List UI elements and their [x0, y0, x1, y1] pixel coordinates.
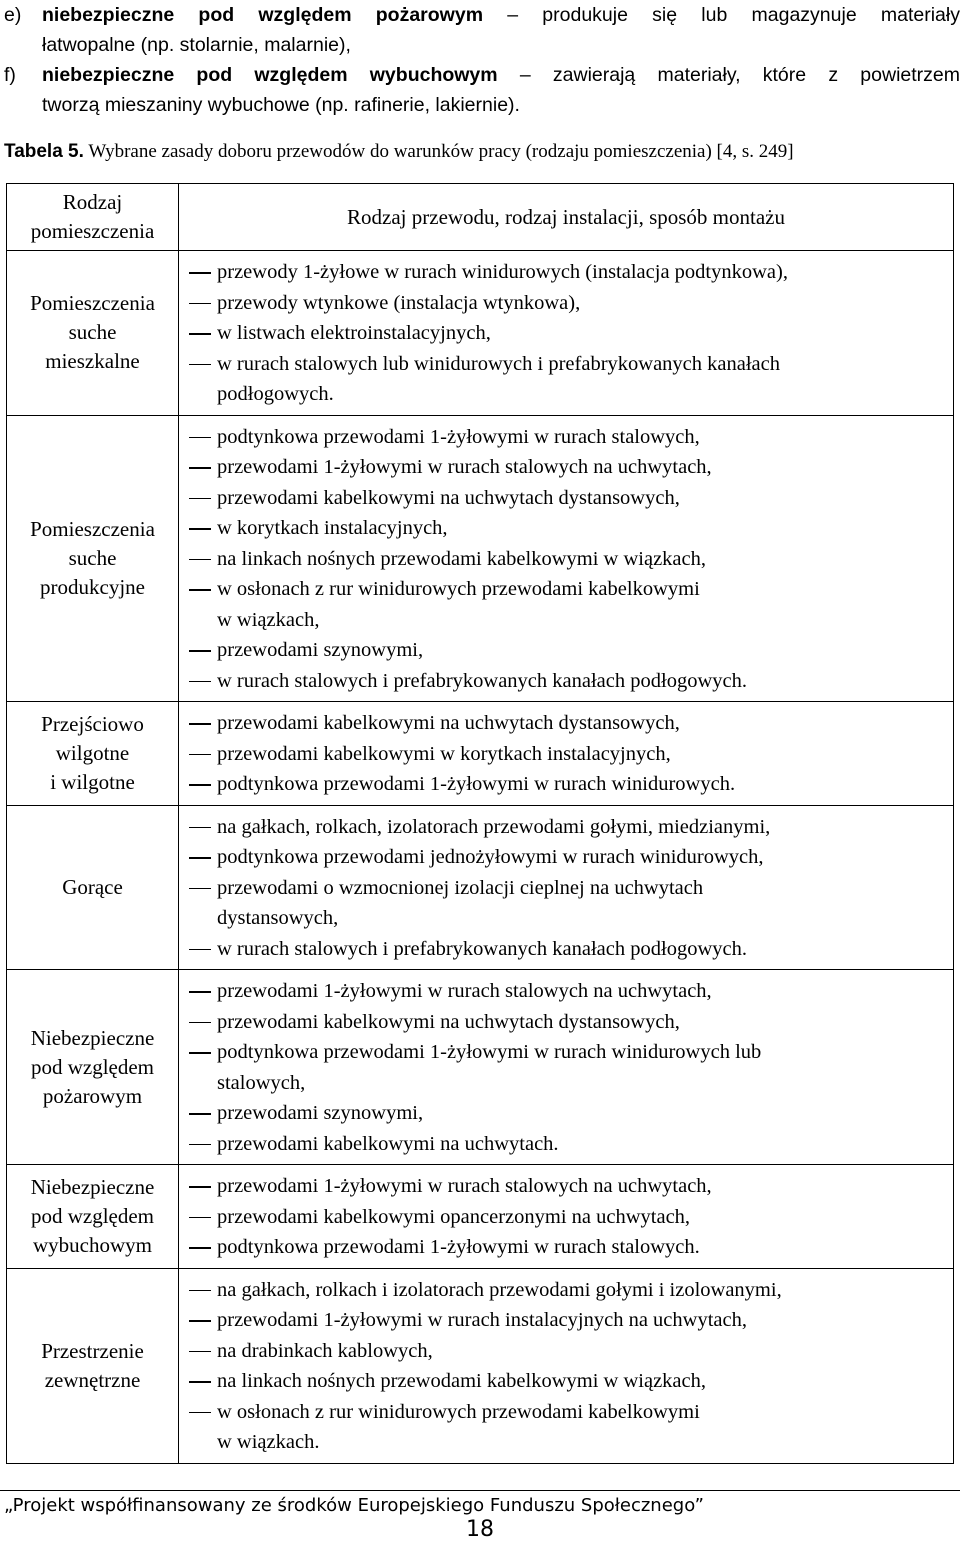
wire-selection-table: [6, 183, 954, 1464]
wire-methods-cell: [179, 1268, 954, 1463]
room-type-cell: [7, 702, 179, 806]
list-item: [179, 1202, 947, 1233]
list-item-line: podtynkowa przewodami 1-żyłowymi w rurach stalowych,: [217, 425, 700, 448]
list-item: [179, 708, 947, 739]
dash-bullet-icon: [189, 857, 211, 859]
list-item-term: niebezpieczne pod względem wybuchowym: [42, 64, 498, 86]
table-row: [7, 970, 954, 1165]
list-item-line: w wiązkach,: [217, 608, 320, 631]
list-item-term: niebezpieczne pod względem pożarowym: [42, 4, 484, 26]
room-type-line: Niebezpieczne: [30, 1025, 155, 1050]
dash-bullet-icon: [189, 723, 211, 725]
room-type-line: i wilgotne: [50, 769, 135, 794]
table-row: [7, 1165, 954, 1269]
table-header-row: [7, 184, 954, 251]
dash-bullet-icon: [189, 1320, 211, 1322]
list-item-line: przewodami kabelkowymi w korytkach instalacyjnych,: [217, 742, 671, 765]
dash-bullet-icon: [189, 827, 211, 829]
list-item: [179, 483, 947, 514]
table-caption-label: Tabela 5.: [4, 141, 84, 162]
list-item-line: w listwach elektroinstalacyjnych,: [217, 322, 491, 344]
list-item-line: stalowych,: [217, 1071, 306, 1094]
dash-bullet-icon: [189, 467, 211, 469]
list-item-line: dystansowych,: [217, 907, 339, 929]
list-item-line: przewodami 1-żyłowymi w rurach stalowych na uchwytach,: [217, 456, 712, 478]
room-type-line: mieszkalne: [45, 349, 140, 374]
dash-bullet-icon: [189, 528, 211, 530]
list-item-line: w rurach stalowych i prefabrykowanych kanałach podłogowych.: [217, 669, 747, 692]
list-item: [179, 635, 947, 666]
header-line: pomieszczenia: [30, 219, 155, 243]
wire-methods-cell: [179, 415, 954, 702]
list-item: [179, 574, 947, 635]
dash-bullet-icon: [189, 1412, 211, 1414]
room-type-cell: [7, 415, 179, 702]
wire-methods-cell: [179, 805, 954, 970]
table-row: [7, 251, 954, 416]
list-item: [179, 976, 947, 1007]
list-item-line: przewodami o wzmocnionej izolacji cieplnej na uchwytach: [217, 876, 704, 899]
room-type-line: pod względem: [30, 1054, 155, 1079]
list-item-continuation: łatwopalne (np. stolarnie, malarnie),: [42, 34, 351, 56]
list-item-description: – produkuje się lub magazynuje materiały: [483, 4, 960, 26]
list-item-line: przewodami kabelkowymi na uchwytach dystansowych,: [217, 486, 680, 509]
list-item-line: przewodami kabelkowymi na uchwytach.: [217, 1132, 559, 1155]
list-item: [179, 812, 947, 843]
list-item-line: na gałkach, rolkach i izolatorach przewodami gołymi i izolowanymi,: [217, 1278, 782, 1301]
list-item: [179, 1037, 947, 1098]
list-item: [179, 873, 947, 934]
room-type-line: Niebezpieczne: [30, 1174, 155, 1199]
dash-bullet-icon: [189, 1247, 211, 1249]
room-type-line: suche: [68, 545, 117, 570]
dash-bullet-icon: [189, 754, 211, 756]
header-wire-type: Rodzaj przewodu, rodzaj instalacji, sposób montażu: [179, 184, 954, 251]
dash-bullet-icon: [189, 1113, 211, 1115]
room-type-cell: [7, 805, 179, 970]
list-item-line: przewodami 1-żyłowymi w rurach stalowych na uchwytach,: [217, 1175, 712, 1197]
dash-bullet-icon: [189, 1022, 211, 1024]
list-item-line: podtynkowa przewodami 1-żyłowymi w rurach winidurowych lub: [217, 1041, 762, 1063]
list-item-line: na drabinkach kablowych,: [217, 1339, 433, 1362]
dash-bullet-icon: [189, 784, 211, 786]
list-item: [179, 1336, 947, 1367]
table-row: [7, 702, 954, 806]
list-item-e: [4, 0, 960, 60]
intro-list: [4, 0, 960, 120]
list-item-line: w rurach stalowych lub winidurowych i prefabrykowanych kanałach: [217, 352, 780, 375]
room-type-line: wybuchowym: [33, 1232, 152, 1257]
list-item: [179, 349, 947, 410]
list-marker: e): [4, 4, 22, 26]
room-type-line: zewnętrzne: [44, 1367, 141, 1392]
list-item-line: przewodami kabelkowymi na uchwytach dystansowych,: [217, 1010, 680, 1033]
room-type-cell: [7, 251, 179, 416]
list-marker: f): [4, 64, 16, 86]
list-item: [179, 257, 947, 288]
list-item: [179, 544, 947, 575]
list-item: [179, 452, 947, 483]
wire-methods-cell: [179, 251, 954, 416]
room-type-cell: [7, 1268, 179, 1463]
room-type-line: Przestrzenie: [41, 1338, 144, 1363]
list-item-line: podtynkowa przewodami 1-żyłowymi w rurach winidurowych.: [217, 773, 736, 795]
room-type-line: pożarowym: [42, 1083, 143, 1108]
list-item-line: w rurach stalowych i prefabrykowanych kanałach podłogowych.: [217, 937, 747, 960]
table-caption-text: Wybrane zasady doboru przewodów do warunków pracy (rodzaju pomieszczenia) [4, s. 249]: [83, 141, 794, 162]
list-item: [179, 288, 947, 319]
dash-bullet-icon: [189, 303, 211, 305]
dash-bullet-icon: [189, 888, 211, 890]
list-item-f-line1: [4, 60, 960, 90]
list-item-line: przewody wtynkowe (instalacja wtynkowa),: [217, 291, 581, 314]
list-item: [179, 1397, 947, 1458]
list-item-line: przewodami kabelkowymi opancerzonymi na uchwytach,: [217, 1205, 691, 1228]
dash-bullet-icon: [189, 991, 211, 993]
table-caption: [4, 140, 960, 164]
list-item-f: [4, 60, 960, 120]
list-item-line: podłogowych.: [217, 383, 334, 405]
list-item-line: na gałkach, rolkach, izolatorach przewodami gołymi, miedzianymi,: [217, 815, 771, 838]
list-item-line: przewodami szynowymi,: [217, 639, 424, 661]
list-item: [179, 666, 947, 697]
list-item-line: podtynkowa przewodami 1-żyłowymi w rurach stalowych.: [217, 1236, 700, 1258]
list-item: [179, 1232, 947, 1263]
dash-bullet-icon: [189, 1381, 211, 1383]
list-item: [179, 1098, 947, 1129]
list-item: [179, 1366, 947, 1397]
list-item-line: na linkach nośnych przewodami kabelkowymi w wiązkach,: [217, 1370, 706, 1392]
header-line: Rodzaj: [62, 190, 123, 214]
table-row: [7, 805, 954, 970]
list-item: [179, 318, 947, 349]
list-item: [179, 422, 947, 453]
list-item-line: przewodami kabelkowymi na uchwytach dystansowych,: [217, 712, 680, 734]
room-type-line: pod względem: [30, 1203, 155, 1228]
dash-bullet-icon: [189, 1052, 211, 1054]
dash-bullet-icon: [189, 498, 211, 500]
room-type-line: Przejściowo: [41, 711, 144, 736]
table-row: [7, 415, 954, 702]
room-type-line: wilgotne: [55, 740, 130, 765]
list-item: [179, 513, 947, 544]
list-item: [179, 1305, 947, 1336]
dash-bullet-icon: [189, 650, 211, 652]
list-item-line: przewodami szynowymi,: [217, 1102, 424, 1124]
dash-bullet-icon: [189, 589, 211, 591]
list-item-line: w osłonach z rur winidurowych przewodami kabelkowymi: [217, 1400, 700, 1423]
list-item: [179, 1007, 947, 1038]
list-item: [179, 769, 947, 800]
footer-divider: [0, 1490, 960, 1491]
header-room-type: [7, 184, 179, 251]
dash-bullet-icon: [189, 333, 211, 335]
list-item: [179, 934, 947, 965]
list-item-line: w wiązkach.: [217, 1431, 320, 1453]
room-type-cell: [7, 970, 179, 1165]
room-type-line: Pomieszczenia: [30, 516, 155, 541]
room-type-line: suche: [68, 320, 117, 345]
list-item: [179, 1129, 947, 1160]
dash-bullet-icon: [189, 272, 211, 274]
dash-bullet-icon: [189, 559, 211, 561]
list-item-line: w osłonach z rur winidurowych przewodami kabelkowymi: [217, 578, 700, 600]
list-item-line: przewody 1-żyłowe w rurach winidurowych (instalacja podtynkowa),: [217, 261, 788, 283]
dash-bullet-icon: [189, 364, 211, 366]
dash-bullet-icon: [189, 1144, 211, 1146]
dash-bullet-icon: [189, 437, 211, 439]
table-row: [7, 1268, 954, 1463]
room-type-line: produkcyjne: [40, 574, 145, 599]
list-item: [179, 1171, 947, 1202]
list-item: [179, 842, 947, 873]
list-item-description: – zawierają materiały, które z powietrzem: [497, 64, 960, 86]
dash-bullet-icon: [189, 681, 211, 683]
footer-funding-note: „Projekt współfinansowany ze środków Europejskiego Funduszu Społecznego”: [4, 1495, 704, 1516]
page-number: 18: [466, 1517, 494, 1542]
room-type-cell: [7, 1165, 179, 1269]
room-type-line: Pomieszczenia: [30, 291, 155, 316]
list-item: [179, 739, 947, 770]
dash-bullet-icon: [189, 1186, 211, 1188]
wire-methods-cell: [179, 702, 954, 806]
dash-bullet-icon: [189, 949, 211, 951]
wire-methods-cell: [179, 1165, 954, 1269]
wire-methods-cell: [179, 970, 954, 1165]
table-body: [7, 251, 954, 1464]
dash-bullet-icon: [189, 1217, 211, 1219]
list-item-e-line1: [4, 0, 960, 30]
list-item-line: przewodami 1-żyłowymi w rurach instalacyjnych na uchwytach,: [217, 1309, 747, 1331]
list-item-continuation: tworzą mieszaniny wybuchowe (np. rafinerie, lakiernie).: [42, 94, 520, 116]
list-item-line: przewodami 1-żyłowymi w rurach stalowych na uchwytach,: [217, 980, 712, 1002]
dash-bullet-icon: [189, 1290, 211, 1292]
list-item: [179, 1275, 947, 1306]
list-item-line: na linkach nośnych przewodami kabelkowymi w wiązkach,: [217, 547, 706, 570]
room-type-line: Gorące: [62, 874, 123, 899]
list-item-line: podtynkowa przewodami jednożyłowymi w rurach winidurowych,: [217, 846, 764, 868]
list-item-line: w korytkach instalacyjnych,: [217, 517, 448, 539]
dash-bullet-icon: [189, 1351, 211, 1353]
